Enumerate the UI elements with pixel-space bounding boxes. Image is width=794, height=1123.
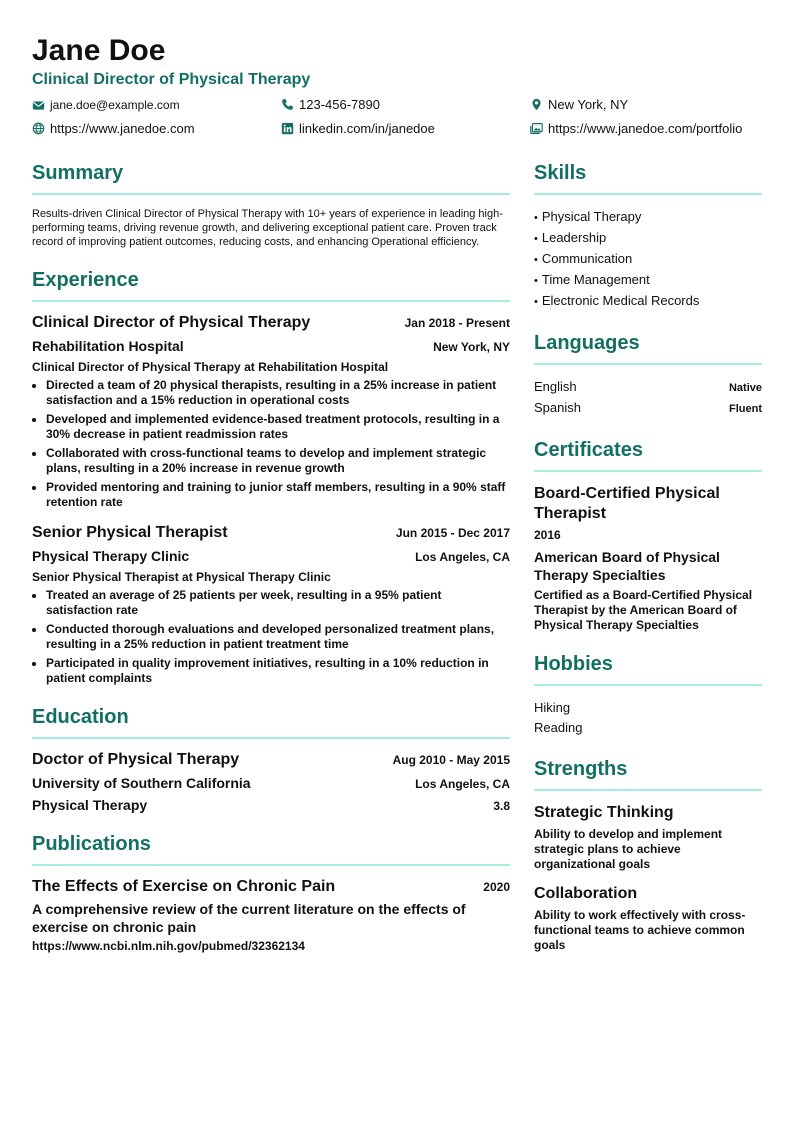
contact-portfolio-text: https://www.janedoe.com/portfolio <box>548 121 743 136</box>
contact-website[interactable] <box>32 121 195 136</box>
hobby-item: Reading <box>534 720 583 735</box>
education-school: University of Southern California <box>32 775 251 791</box>
experience-divider <box>32 300 510 302</box>
job-highlight: • Participated in quality improvement initiatives, resulting in a 10% reduction in patient complaints <box>46 656 510 686</box>
experience-item <box>32 314 510 510</box>
skill-item: • Physical Therapy <box>534 207 762 228</box>
publication-summary: A comprehensive review of the current literature on the effects of exercise on chronic pain <box>32 901 466 935</box>
language-item <box>534 398 762 419</box>
linkedin-icon <box>281 122 294 135</box>
left-column <box>32 160 510 971</box>
experience-section <box>32 267 510 686</box>
summary-text: Results-driven Clinical Director of Physical Therapy with 10+ years of experience in leading high-performing teams, driving revenue growth, and delivering exceptional patient care. Proven track record of improving patient outcomes, reducing costs, and enhancing Operational efficiency. <box>32 208 503 248</box>
skills-section <box>534 160 762 312</box>
job-highlight: • Treated an average of 25 patients per week, resulting in a 95% patient satisfaction rate <box>46 588 510 618</box>
experience-heading: Experience <box>32 269 139 291</box>
publications-divider <box>32 864 510 866</box>
job-location: New York, NY <box>433 340 510 354</box>
education-degree: Doctor of Physical Therapy <box>32 751 240 768</box>
publication-name: The Effects of Exercise on Chronic Pain <box>32 878 336 895</box>
globe-icon <box>32 122 45 135</box>
publications-section <box>32 831 510 953</box>
certificate-date: 2016 <box>534 528 561 542</box>
language-name: English <box>534 379 577 394</box>
hobby-item: Hiking <box>534 700 571 715</box>
hobbies-heading: Hobbies <box>534 653 613 675</box>
strength-description: Ability to develop and implement strategic plans to achieve organizational goals <box>534 827 723 871</box>
contact-linkedin[interactable] <box>281 121 435 136</box>
certificates-section <box>534 437 762 633</box>
contact-email-text: jane.doe@example.com <box>50 98 180 112</box>
skill-item: • Communication <box>534 249 762 270</box>
right-column <box>534 160 762 971</box>
job-company: Physical Therapy Clinic <box>32 548 190 564</box>
education-field: Physical Therapy <box>32 797 148 813</box>
job-highlight: • Conducted thorough evaluations and developed personalized treatment plans, resulting in a 25% reduction in patient treatment time <box>46 622 510 652</box>
skill-item: • Electronic Medical Records <box>534 291 762 312</box>
location-pin-icon <box>530 98 543 111</box>
contact-linkedin-text: linkedin.com/in/janedoe <box>299 121 435 136</box>
hobbies-section <box>534 651 762 738</box>
publications-heading: Publications <box>32 833 151 855</box>
language-item <box>534 377 762 398</box>
experience-item <box>32 524 510 686</box>
candidate-title: Clinical Director of Physical Therapy <box>32 71 311 88</box>
skills-heading: Skills <box>534 162 587 184</box>
contact-portfolio[interactable] <box>530 121 742 136</box>
strength-description: Ability to work effectively with cross-functional teams to achieve common goals <box>534 908 746 952</box>
strength-name: Strategic Thinking <box>534 804 674 821</box>
education-gpa: 3.8 <box>493 799 510 813</box>
certificate-name: Board-Certified Physical Therapist <box>534 485 720 522</box>
education-heading: Education <box>32 706 129 728</box>
languages-section <box>534 330 762 419</box>
strengths-divider <box>534 789 762 791</box>
skill-item: • Leadership <box>534 228 762 249</box>
skill-item: • Time Management <box>534 270 762 291</box>
language-level: Native <box>728 382 762 394</box>
job-position: Senior Physical Therapist <box>32 524 228 541</box>
job-description: Clinical Director of Physical Therapy at Rehabilitation Hospital <box>32 360 389 374</box>
job-highlight: • Directed a team of 20 physical therapists, resulting in a 25% increase in patient satisfaction and a 15% reduction in operational costs <box>46 378 510 408</box>
language-level: Fluent <box>729 403 762 415</box>
job-highlights <box>32 588 510 686</box>
strengths-heading: Strengths <box>534 758 628 780</box>
contact-location-text: New York, NY <box>548 97 629 112</box>
certificates-heading: Certificates <box>534 439 643 461</box>
publication-date: 2020 <box>483 880 510 894</box>
job-date: Jun 2015 - Dec 2017 <box>395 526 510 540</box>
job-highlight: • Developed and implemented evidence-based treatment protocols, resulting in a 30% decrease in patient readmission rates <box>46 412 510 442</box>
strength-name: Collaboration <box>534 885 638 902</box>
job-highlights <box>32 378 510 510</box>
job-highlight: • Provided mentoring and training to junior staff members, resulting in a 90% staff retention rate <box>46 480 510 510</box>
job-highlight: • Collaborated with cross-functional teams to develop and implement strategic plans, resulting in a 20% increase in revenue growth <box>46 446 510 476</box>
phone-icon <box>281 98 294 111</box>
contact-phone-text: 123-456-7890 <box>299 97 380 112</box>
contact-website-text: https://www.janedoe.com <box>50 121 195 136</box>
certificates-divider <box>534 470 762 472</box>
languages-heading: Languages <box>534 332 640 354</box>
education-divider <box>32 737 510 739</box>
summary-heading: Summary <box>32 162 124 184</box>
job-date: Jan 2018 - Present <box>404 316 510 330</box>
candidate-name: Jane Doe <box>32 34 166 67</box>
skills-list <box>534 207 762 312</box>
strengths-section <box>534 756 762 953</box>
summary-section <box>32 160 510 249</box>
languages-divider <box>534 363 762 365</box>
education-location: Los Angeles, CA <box>415 777 510 791</box>
education-section <box>32 704 510 813</box>
email-icon <box>32 99 45 112</box>
certificate-summary: Certified as a Board-Certified Physical Therapist by the American Board of Physical Therapy Specialties <box>534 588 753 632</box>
summary-divider <box>32 193 510 195</box>
language-name: Spanish <box>534 400 581 415</box>
job-company: Rehabilitation Hospital <box>32 338 184 354</box>
certificate-issuer: American Board of Physical Therapy Specialties <box>534 549 720 583</box>
contact-location <box>530 97 628 112</box>
contact-phone[interactable] <box>281 97 380 112</box>
job-location: Los Angeles, CA <box>415 550 510 564</box>
contact-email[interactable] <box>32 98 180 112</box>
education-date: Aug 2010 - May 2015 <box>392 753 510 767</box>
job-description: Senior Physical Therapist at Physical Therapy Clinic <box>32 570 331 584</box>
portfolio-image-icon <box>530 122 543 135</box>
job-position: Clinical Director of Physical Therapy <box>32 314 311 331</box>
publication-link[interactable]: https://www.ncbi.nlm.nih.gov/pubmed/32362134 <box>32 939 305 953</box>
hobbies-divider <box>534 684 762 686</box>
skills-divider <box>534 193 762 195</box>
